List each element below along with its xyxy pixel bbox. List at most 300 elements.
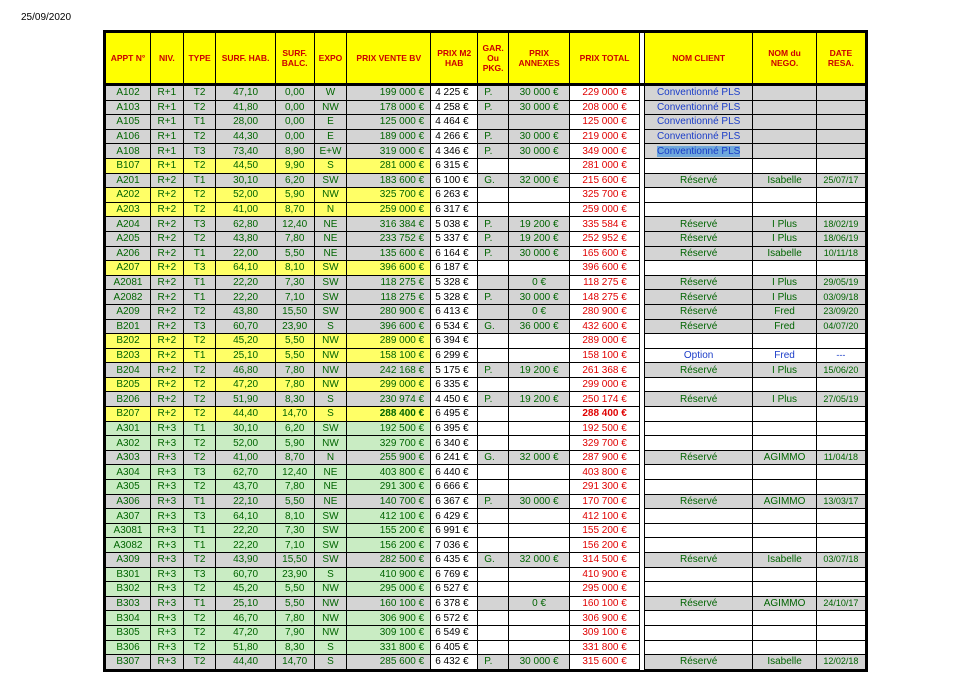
type-cell: T2 xyxy=(183,655,216,670)
surface-cell: 47,20 xyxy=(216,625,275,640)
garage-cell xyxy=(478,348,509,363)
appt-cell: A204 xyxy=(106,217,151,232)
lots-table xyxy=(105,32,866,670)
sale-price-cell: 199 000 € xyxy=(347,85,431,101)
price-m2-cell: 4 346 € xyxy=(431,144,478,159)
surface-cell: 41,00 xyxy=(216,202,275,217)
reservation-date-cell xyxy=(816,377,865,392)
annex-price-cell xyxy=(508,640,569,655)
type-cell: T2 xyxy=(183,231,216,246)
level-cell: R+2 xyxy=(151,334,184,349)
appt-cell: A307 xyxy=(106,509,151,524)
reservation-date-cell: 13/03/17 xyxy=(816,494,865,509)
client-name-cell: Réservé xyxy=(644,231,752,246)
table-row xyxy=(106,129,866,144)
surface-cell: 52,00 xyxy=(216,188,275,203)
type-cell: T2 xyxy=(183,85,216,101)
level-cell: R+3 xyxy=(151,611,184,626)
type-cell: T2 xyxy=(183,407,216,422)
table-row xyxy=(106,553,866,568)
total-price-cell: 148 275 € xyxy=(570,290,640,305)
type-cell: T3 xyxy=(183,465,216,480)
sale-price-cell: 255 900 € xyxy=(347,450,431,465)
balcony-cell: 8,10 xyxy=(275,509,314,524)
balcony-cell: 0,00 xyxy=(275,115,314,130)
garage-cell xyxy=(478,275,509,290)
level-cell: R+2 xyxy=(151,363,184,378)
total-price-cell: 219 000 € xyxy=(570,129,640,144)
table-row xyxy=(106,509,866,524)
header-prix-total: PRIX TOTAL xyxy=(570,33,640,85)
surface-cell: 30,10 xyxy=(216,173,275,188)
annex-price-cell: 30 000 € xyxy=(508,246,569,261)
garage-cell: P. xyxy=(478,290,509,305)
client-name-cell xyxy=(644,407,752,422)
reservation-date-cell: 12/02/18 xyxy=(816,655,865,670)
surface-cell: 25,10 xyxy=(216,348,275,363)
exposure-cell: NW xyxy=(314,611,347,626)
annex-price-cell xyxy=(508,582,569,597)
garage-cell xyxy=(478,640,509,655)
sale-price-cell: 160 100 € xyxy=(347,596,431,611)
exposure-cell: NW xyxy=(314,363,347,378)
total-price-cell: 155 200 € xyxy=(570,523,640,538)
garage-cell xyxy=(478,596,509,611)
level-cell: R+2 xyxy=(151,407,184,422)
garage-cell xyxy=(478,625,509,640)
total-price-cell: 252 952 € xyxy=(570,231,640,246)
price-m2-cell: 5 038 € xyxy=(431,217,478,232)
header-surf-hab: SURF. HAB. xyxy=(216,33,275,85)
level-cell: R+3 xyxy=(151,538,184,553)
type-cell: T2 xyxy=(183,202,216,217)
type-cell: T1 xyxy=(183,538,216,553)
appt-cell: A209 xyxy=(106,304,151,319)
balcony-cell: 15,50 xyxy=(275,304,314,319)
level-cell: R+3 xyxy=(151,436,184,451)
balcony-cell: 5,50 xyxy=(275,494,314,509)
total-price-cell: 250 174 € xyxy=(570,392,640,407)
reservation-date-cell: 29/05/19 xyxy=(816,275,865,290)
client-name-cell: Réservé xyxy=(644,217,752,232)
header-expo: EXPO xyxy=(314,33,347,85)
sale-price-cell: 412 100 € xyxy=(347,509,431,524)
price-m2-cell: 7 036 € xyxy=(431,538,478,553)
header-appt: APPT N° xyxy=(106,33,151,85)
level-cell: R+2 xyxy=(151,304,184,319)
total-price-cell: 118 275 € xyxy=(570,275,640,290)
annex-price-cell: 30 000 € xyxy=(508,85,569,101)
sale-price-cell: 295 000 € xyxy=(347,582,431,597)
garage-cell: G. xyxy=(478,173,509,188)
client-name-cell xyxy=(644,421,752,436)
negotiator-cell xyxy=(753,100,816,115)
price-m2-cell: 6 527 € xyxy=(431,582,478,597)
sale-price-cell: 396 600 € xyxy=(347,319,431,334)
type-cell: T2 xyxy=(183,363,216,378)
balcony-cell: 8,10 xyxy=(275,261,314,276)
appt-cell: B203 xyxy=(106,348,151,363)
client-name-cell xyxy=(644,538,752,553)
reservation-date-cell: 03/09/18 xyxy=(816,290,865,305)
garage-cell xyxy=(478,304,509,319)
type-cell: T2 xyxy=(183,625,216,640)
total-price-cell: 403 800 € xyxy=(570,465,640,480)
price-m2-cell: 6 378 € xyxy=(431,596,478,611)
surface-cell: 41,00 xyxy=(216,450,275,465)
type-cell: T2 xyxy=(183,450,216,465)
price-m2-cell: 4 450 € xyxy=(431,392,478,407)
reservation-date-cell: 10/11/18 xyxy=(816,246,865,261)
annex-price-cell: 30 000 € xyxy=(508,290,569,305)
sale-price-cell: 280 900 € xyxy=(347,304,431,319)
garage-cell xyxy=(478,377,509,392)
total-price-cell: 396 600 € xyxy=(570,261,640,276)
header-surf-balc: SURF. BALC. xyxy=(275,33,314,85)
appt-cell: B205 xyxy=(106,377,151,392)
balcony-cell: 12,40 xyxy=(275,217,314,232)
garage-cell xyxy=(478,188,509,203)
header-niv: NIV. xyxy=(151,33,184,85)
price-m2-cell: 6 187 € xyxy=(431,261,478,276)
garage-cell: P. xyxy=(478,144,509,159)
type-cell: T3 xyxy=(183,144,216,159)
table-row xyxy=(106,85,866,101)
level-cell: R+3 xyxy=(151,509,184,524)
client-name-cell: Réservé xyxy=(644,596,752,611)
appt-cell: A304 xyxy=(106,465,151,480)
price-m2-cell: 6 666 € xyxy=(431,480,478,495)
total-price-cell: 288 400 € xyxy=(570,407,640,422)
price-m2-cell: 6 367 € xyxy=(431,494,478,509)
reservation-date-cell xyxy=(816,567,865,582)
garage-cell: P. xyxy=(478,655,509,670)
garage-cell xyxy=(478,567,509,582)
price-m2-cell: 6 572 € xyxy=(431,611,478,626)
level-cell: R+3 xyxy=(151,655,184,670)
negotiator-cell: Fred xyxy=(753,319,816,334)
annex-price-cell: 32 000 € xyxy=(508,553,569,568)
balcony-cell: 0,00 xyxy=(275,85,314,101)
balcony-cell: 8,90 xyxy=(275,144,314,159)
client-name-cell: Réservé xyxy=(644,319,752,334)
balcony-cell: 7,80 xyxy=(275,231,314,246)
annex-price-cell xyxy=(508,480,569,495)
type-cell: T2 xyxy=(183,480,216,495)
garage-cell: G. xyxy=(478,553,509,568)
reservation-date-cell xyxy=(816,115,865,130)
table-row xyxy=(106,582,866,597)
reservation-date-cell xyxy=(816,421,865,436)
balcony-cell: 8,70 xyxy=(275,202,314,217)
annex-price-cell xyxy=(508,348,569,363)
balcony-cell: 9,90 xyxy=(275,158,314,173)
table-row xyxy=(106,392,866,407)
surface-cell: 41,80 xyxy=(216,100,275,115)
client-name-cell: Réservé xyxy=(644,553,752,568)
table-row xyxy=(106,334,866,349)
negotiator-cell: I Plus xyxy=(753,392,816,407)
balcony-cell: 8,70 xyxy=(275,450,314,465)
annex-price-cell: 19 200 € xyxy=(508,363,569,378)
negotiator-cell: I Plus xyxy=(753,275,816,290)
table-row xyxy=(106,363,866,378)
garage-cell: P. xyxy=(478,85,509,101)
print-date: 25/09/2020 xyxy=(21,12,72,23)
table-row xyxy=(106,202,866,217)
negotiator-cell: AGIMMO xyxy=(753,450,816,465)
client-name-cell xyxy=(644,465,752,480)
annex-price-cell xyxy=(508,465,569,480)
type-cell: T1 xyxy=(183,348,216,363)
surface-cell: 46,70 xyxy=(216,611,275,626)
type-cell: T2 xyxy=(183,377,216,392)
exposure-cell: SW xyxy=(314,523,347,538)
sale-price-cell: 306 900 € xyxy=(347,611,431,626)
client-name-cell xyxy=(644,188,752,203)
reservation-date-cell: 18/02/19 xyxy=(816,217,865,232)
type-cell: T2 xyxy=(183,100,216,115)
total-price-cell: 165 600 € xyxy=(570,246,640,261)
annex-price-cell: 19 200 € xyxy=(508,392,569,407)
level-cell: R+3 xyxy=(151,596,184,611)
appt-cell: A102 xyxy=(106,85,151,101)
sale-price-cell: 288 400 € xyxy=(347,407,431,422)
level-cell: R+1 xyxy=(151,100,184,115)
sale-price-cell: 285 600 € xyxy=(347,655,431,670)
annex-price-cell: 30 000 € xyxy=(508,494,569,509)
table-row xyxy=(106,115,866,130)
appt-cell: A2082 xyxy=(106,290,151,305)
balcony-cell: 6,20 xyxy=(275,173,314,188)
sale-price-cell: 289 000 € xyxy=(347,334,431,349)
exposure-cell: NW xyxy=(314,436,347,451)
annex-price-cell: 30 000 € xyxy=(508,144,569,159)
negotiator-cell: AGIMMO xyxy=(753,494,816,509)
reservation-date-cell xyxy=(816,625,865,640)
annex-price-cell xyxy=(508,625,569,640)
appt-cell: A301 xyxy=(106,421,151,436)
surface-cell: 22,20 xyxy=(216,275,275,290)
balcony-cell: 6,20 xyxy=(275,421,314,436)
price-m2-cell: 6 413 € xyxy=(431,304,478,319)
reservation-date-cell xyxy=(816,480,865,495)
negotiator-cell xyxy=(753,129,816,144)
exposure-cell: NE xyxy=(314,231,347,246)
balcony-cell: 7,80 xyxy=(275,480,314,495)
surface-cell: 44,40 xyxy=(216,407,275,422)
annex-price-cell xyxy=(508,158,569,173)
table-row xyxy=(106,436,866,451)
type-cell: T1 xyxy=(183,115,216,130)
negotiator-cell: Isabelle xyxy=(753,246,816,261)
garage-cell: P. xyxy=(478,231,509,246)
balcony-cell: 8,30 xyxy=(275,640,314,655)
negotiator-cell xyxy=(753,202,816,217)
exposure-cell: S xyxy=(314,392,347,407)
table-row xyxy=(106,158,866,173)
balcony-cell: 7,10 xyxy=(275,290,314,305)
negotiator-cell xyxy=(753,538,816,553)
type-cell: T1 xyxy=(183,523,216,538)
surface-cell: 64,10 xyxy=(216,509,275,524)
appt-cell: B301 xyxy=(106,567,151,582)
garage-cell xyxy=(478,523,509,538)
exposure-cell: SW xyxy=(314,290,347,305)
exposure-cell: SW xyxy=(314,538,347,553)
surface-cell: 62,70 xyxy=(216,465,275,480)
total-price-cell: 295 000 € xyxy=(570,582,640,597)
client-name-cell: Réservé xyxy=(644,246,752,261)
surface-cell: 60,70 xyxy=(216,567,275,582)
price-m2-cell: 6 991 € xyxy=(431,523,478,538)
annex-price-cell xyxy=(508,377,569,392)
appt-cell: A3082 xyxy=(106,538,151,553)
balcony-cell: 5,50 xyxy=(275,596,314,611)
reservation-date-cell xyxy=(816,582,865,597)
surface-cell: 46,80 xyxy=(216,363,275,378)
appt-cell: A2081 xyxy=(106,275,151,290)
garage-cell: P. xyxy=(478,363,509,378)
price-m2-cell: 6 263 € xyxy=(431,188,478,203)
annex-price-cell xyxy=(508,407,569,422)
sale-price-cell: 233 752 € xyxy=(347,231,431,246)
sale-price-cell: 192 500 € xyxy=(347,421,431,436)
balcony-cell: 7,30 xyxy=(275,523,314,538)
exposure-cell: NW xyxy=(314,625,347,640)
sale-price-cell: 331 800 € xyxy=(347,640,431,655)
reservation-date-cell xyxy=(816,188,865,203)
level-cell: R+3 xyxy=(151,494,184,509)
annex-price-cell: 30 000 € xyxy=(508,655,569,670)
surface-cell: 28,00 xyxy=(216,115,275,130)
table-row xyxy=(106,100,866,115)
exposure-cell: S xyxy=(314,567,347,582)
exposure-cell: S xyxy=(314,158,347,173)
table-row xyxy=(106,144,866,159)
annex-price-cell xyxy=(508,421,569,436)
table-row xyxy=(106,246,866,261)
client-name-cell: Réservé xyxy=(644,363,752,378)
table-row xyxy=(106,217,866,232)
sale-price-cell: 281 000 € xyxy=(347,158,431,173)
total-price-cell: 160 100 € xyxy=(570,596,640,611)
surface-cell: 64,10 xyxy=(216,261,275,276)
client-name-cell xyxy=(644,567,752,582)
balcony-cell: 14,70 xyxy=(275,655,314,670)
annex-price-cell xyxy=(508,261,569,276)
client-name-cell: Réservé xyxy=(644,655,752,670)
reservation-date-cell xyxy=(816,85,865,101)
price-m2-cell: 6 405 € xyxy=(431,640,478,655)
sale-price-cell: 140 700 € xyxy=(347,494,431,509)
surface-cell: 44,50 xyxy=(216,158,275,173)
sale-price-cell: 316 384 € xyxy=(347,217,431,232)
header-date-resa: DATE RESA. xyxy=(816,33,865,85)
annex-price-cell: 30 000 € xyxy=(508,129,569,144)
appt-cell: A302 xyxy=(106,436,151,451)
type-cell: T2 xyxy=(183,582,216,597)
reservation-date-cell xyxy=(816,611,865,626)
type-cell: T2 xyxy=(183,392,216,407)
type-cell: T2 xyxy=(183,553,216,568)
exposure-cell: NW xyxy=(314,582,347,597)
exposure-cell: S xyxy=(314,407,347,422)
client-name-cell: Réservé xyxy=(644,450,752,465)
level-cell: R+1 xyxy=(151,85,184,101)
appt-cell: A203 xyxy=(106,202,151,217)
sale-price-cell: 125 000 € xyxy=(347,115,431,130)
surface-cell: 51,90 xyxy=(216,392,275,407)
client-name-cell xyxy=(644,625,752,640)
table-row xyxy=(106,465,866,480)
balcony-cell: 23,90 xyxy=(275,319,314,334)
negotiator-cell xyxy=(753,582,816,597)
garage-cell xyxy=(478,509,509,524)
appt-cell: A306 xyxy=(106,494,151,509)
appt-cell: A106 xyxy=(106,129,151,144)
total-price-cell: 331 800 € xyxy=(570,640,640,655)
type-cell: T2 xyxy=(183,129,216,144)
price-m2-cell: 6 394 € xyxy=(431,334,478,349)
negotiator-cell xyxy=(753,480,816,495)
type-cell: T2 xyxy=(183,334,216,349)
negotiator-cell xyxy=(753,465,816,480)
reservation-date-cell: 23/09/20 xyxy=(816,304,865,319)
surface-cell: 45,20 xyxy=(216,334,275,349)
reservation-date-cell: 15/06/20 xyxy=(816,363,865,378)
annex-price-cell xyxy=(508,115,569,130)
level-cell: R+2 xyxy=(151,319,184,334)
exposure-cell: SW xyxy=(314,421,347,436)
reservation-date-cell xyxy=(816,261,865,276)
reservation-date-cell xyxy=(816,144,865,159)
type-cell: T3 xyxy=(183,319,216,334)
sale-price-cell: 156 200 € xyxy=(347,538,431,553)
table-row xyxy=(106,304,866,319)
client-name-cell xyxy=(644,611,752,626)
type-cell: T1 xyxy=(183,246,216,261)
appt-cell: A207 xyxy=(106,261,151,276)
table-row xyxy=(106,290,866,305)
table-row xyxy=(106,596,866,611)
reservation-date-cell: 18/06/19 xyxy=(816,231,865,246)
total-price-cell: 306 900 € xyxy=(570,611,640,626)
garage-cell xyxy=(478,261,509,276)
appt-cell: B304 xyxy=(106,611,151,626)
type-cell: T3 xyxy=(183,509,216,524)
type-cell: T2 xyxy=(183,304,216,319)
reservation-date-cell xyxy=(816,523,865,538)
annex-price-cell: 19 200 € xyxy=(508,217,569,232)
total-price-cell: 349 000 € xyxy=(570,144,640,159)
surface-cell: 43,80 xyxy=(216,304,275,319)
sale-price-cell: 291 300 € xyxy=(347,480,431,495)
negotiator-cell xyxy=(753,115,816,130)
total-price-cell: 192 500 € xyxy=(570,421,640,436)
sale-price-cell: 282 500 € xyxy=(347,553,431,568)
sale-price-cell: 299 000 € xyxy=(347,377,431,392)
table-row xyxy=(106,275,866,290)
reservation-date-cell xyxy=(816,100,865,115)
garage-cell: P. xyxy=(478,100,509,115)
exposure-cell: E+W xyxy=(314,144,347,159)
level-cell: R+2 xyxy=(151,275,184,290)
garage-cell: P. xyxy=(478,494,509,509)
client-name-cell: Conventionné PLS xyxy=(644,85,752,101)
annex-price-cell xyxy=(508,509,569,524)
table-row xyxy=(106,611,866,626)
